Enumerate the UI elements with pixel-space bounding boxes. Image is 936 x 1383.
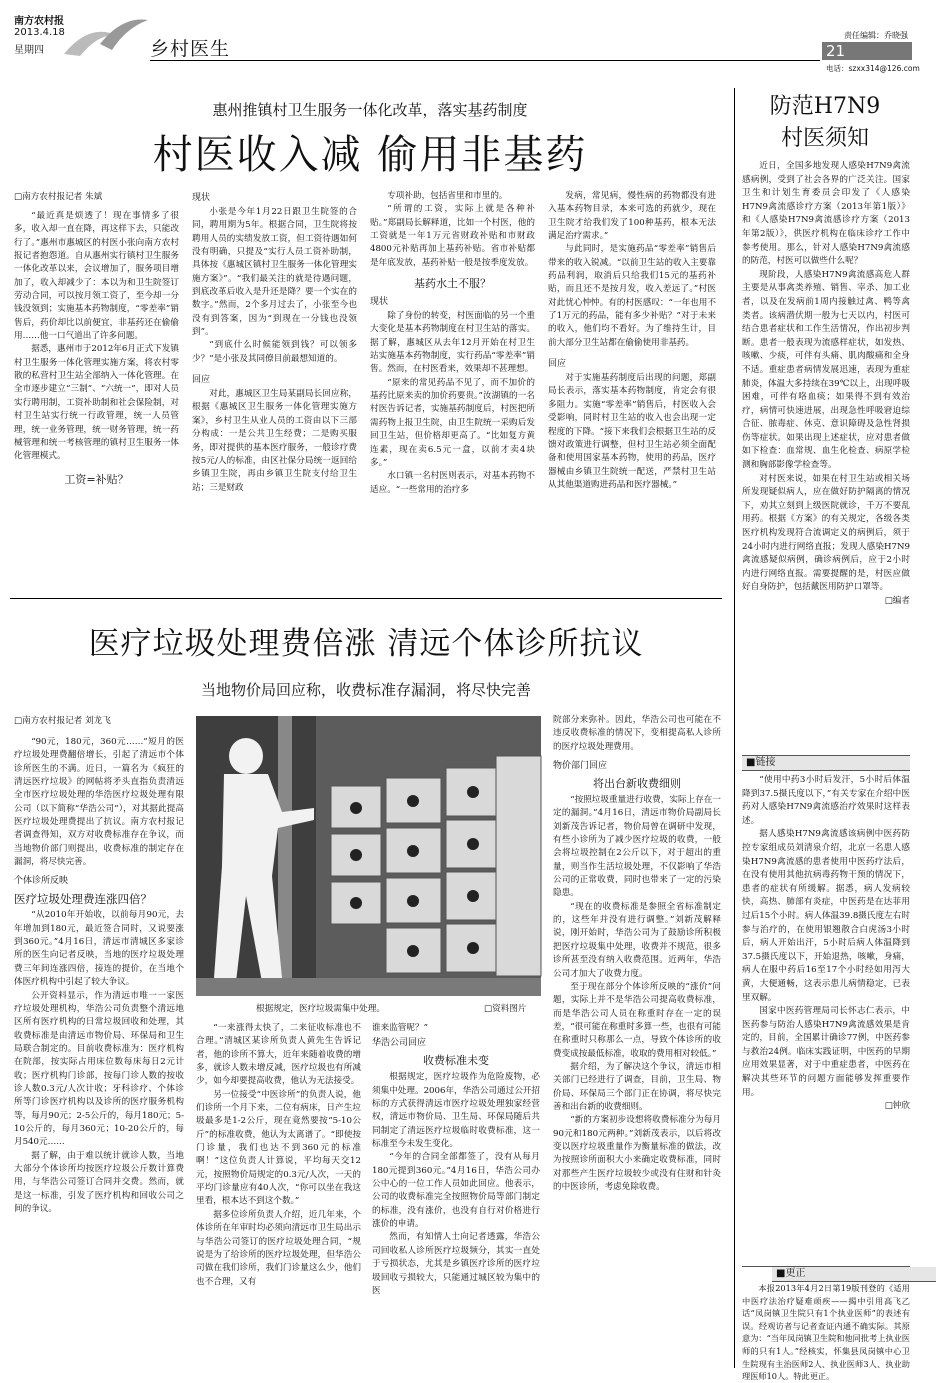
- story2-para: 据介绍，为了解决这个争议，清远市相关部门已经进行了调查，目前，卫生局、物价局、环保局三个部门正在协调，将尽快完善和出台新的收费细则。: [553, 1061, 721, 1112]
- masthead: [0, 0, 922, 78]
- correction-text-wrap: [742, 1282, 910, 1382]
- story2-para: “今年的合同全部都签了，没有从每月180元提到360元。”4月16日，华浩公司办公中心的一位工作人员如此回应。他表示，公司的收费标准完全按照物价局等部门制定的标准，没有涨价，也没有自行对价格进行涨价的申请。: [372, 1152, 540, 1230]
- issue-weekday: 星期四: [14, 45, 44, 56]
- square-bullet-icon: ■: [746, 757, 756, 768]
- story2-para: 据了解，由于难以统计就诊人数，当地大部分个体诊所均按医疗垃圾公斤数计算费用，与华浩公司签订合同并交费。然而，就是这一标准，引发了医疗机构和回收公司之间的争议。: [14, 1150, 184, 1214]
- story2-col1: [14, 714, 184, 1369]
- sidebar-rule: [734, 88, 735, 1368]
- story2-col4: [553, 714, 721, 1369]
- story2-col2: [196, 1022, 361, 1372]
- correction-header: [772, 1267, 936, 1282]
- story2-para: “现在的收费标准是参照全省标准制定的，这些年并没有进行调整。”刘新茂解释说，刚开始时，华浩公司为了鼓励诊所积极把医疗垃圾集中处理，收费并不规范，很多诊所甚至没有纳入收费范围。近两年，华浩公司才加大了收费力度。: [553, 901, 721, 979]
- sidebar-para: 对村医来说，如果在村卫生站或相关场所发现疑似病人，应在做好防护隔离的情况下，劝其立刻到上级医院就诊，千万不要乱用药。根据《方案》的有关规定，各级各类医疗机构发现符合流调定义的病例后，须于24小时内进行网络直报；发现人感染H7N9禽流感疑似病例，确诊病例后，应于2小时内进行网络直报。需要提醒的是，村医应做好自身防护，包括戴医用防护口罩等。: [742, 473, 910, 593]
- story1-kicker: 惠州推镇村卫生服务一体化改革，落实基药制度: [212, 101, 528, 119]
- story1-para: 据悉，惠州市于2012年6月正式下发镇村卫生服务一体化管理实施方案，将农村零散的私营村卫生站全部纳入一体化管理。在全市逐步建立“三制”、“六统一”，即对人员实行聘用制，工资补助制和社会保险制，对村卫生站实行统一行政管理，统一人员管理，统一业务管理，统一财务管理，统一药械管理和统一考核管理的镇村卫生服务一体化管理模式。: [14, 344, 179, 462]
- sidebar-para: 现阶段，人感染H7N9禽流感高危人群主要是从事禽类养殖、销售、宰杀、加工业者，以及在发病前1周内接触过禽、鸭等禽类者。该病潜伏期一般为七天以内，村医可结合患者症状和工作生活情况，作出初步判断。患者一般表现为流感样症状，如发热、咳嗽、少痰，可伴有头痛、肌肉酸痛和全身不适。重症患者病情发展迅速，表现为重症肺炎，体温大多持续在39℃以上，出现呼吸困难，可伴有咯血痰；如果得不到有效治疗，病情可快速进展，出现急性呼吸窘迫综合征、脓毒症、休克、意识障碍及急性肾损伤等症状。如果出现上述症状，应对患者做如下检查：血常规、血生化检查、病原学检测和胸部影像学检查等。: [742, 269, 910, 471]
- correction-text: 本报2013年4月2日第19版刊登的《适用中医疗法治疗疑难顽疾——揭中引用高飞乙话“凤岗镇卫生院只有1个执业医师”的表述有误。经观访者与记者查证内通不确实际。其原意为：“当年凤岗镇卫生院和他同批考上执业医师的只有1人。”经核实，怀集县凤岗镇中心卫生院现有主治医师2人、执业医师3人、执业助理医师10人。特此更正。: [742, 1283, 910, 1382]
- link-header: [742, 755, 910, 771]
- story2-para: 院部分来弥补。因此，华浩公司也可能在不违反收费标准的情况下，变相提高私人诊所的医疗垃圾处理费用。: [553, 715, 721, 752]
- story1-para: “原来的常见药品不见了，而不加价的基药比原来卖的加价药要贵。”汝湖镇的一名村医告诉记者，实施基药制度后，村医把所需药物上报卫生院，由卫生院统一采购后发回卫生站，但价格却更高了。“比如复方黄连素，现在卖6.5元一盒，以前才卖4块多。”: [370, 377, 535, 468]
- story2-kicker: 当地物价局回应称，收费标准存漏洞，将尽快完善: [200, 681, 531, 699]
- contact-email: 电话：szxx314@126.com: [826, 64, 920, 73]
- sidebar-title-1: 防范H7N9: [769, 94, 881, 119]
- masthead-rule: [150, 60, 820, 61]
- story1-headline: 村医收入减 偷用非基药: [152, 132, 588, 178]
- story2-subhead-rules: 将出台新收费细则: [593, 777, 681, 791]
- story1-para: 对于实施基药制度后出现的问题，郑副局长表示，落实基本药物制度，肯定会有很多阻力。实施“零差率”销售后，村医收入会受影响，同时村卫生站的收入也会出现一定程度的下降。“接下来我们会根据卫生站的反馈对政策进行调整，但村卫生站必须全面配备和使用国家基本药物，使用的药品，医疗器械由乡镇卫生院统一配送，严禁村卫生站从其他渠道购进药品和医疗器械。”: [548, 373, 716, 490]
- story1-label-response2: 回应: [548, 359, 567, 370]
- story1-para: 发病，常见病，慢性病的药物都没有进入基本药物目录，本来可选的药就少，现在卫生院才给我们发了100种基药，根本无法满足治疗需求。”: [548, 191, 716, 242]
- page-number-text: 21: [826, 42, 846, 60]
- sidebar-body: [742, 160, 910, 750]
- link-title: 链接: [755, 757, 776, 768]
- story1-label-status: 现状: [192, 193, 211, 203]
- story2-para: “从2010年开始收，以前每月90元，去年增加到180元，最近签合同时，又说要涨到360元。”4月16日，清远市清城区多家诊所的医生向记者反映，当地的医疗垃圾处理费三年间连涨四倍，接连的提价，在当地个体医疗机构中引起了较大争议。: [14, 910, 184, 988]
- story1-col4: [548, 190, 716, 590]
- story2-para: 另一位接受“中医诊所”的负责人说，他们诊所一个月下来，二位有病床，日产生垃圾最多是1-2公斤，现在竟然要按“5-10公斤”的标准收费，他认为太离谱了。“即使按门诊量，我们也达不到360元的标准啊！”这位负责人计算说，平均每天交12元，按照物价局规定的0.3元/人次，一天的平均门诊量应有40人次，“你可以坐在我这里看，根本达不到这个数。”: [196, 1089, 361, 1207]
- story1-para: 专项补助，包括省里和市里的。: [387, 191, 508, 201]
- story1-label-response: 回应: [192, 375, 211, 386]
- story2-subhead-fee: 医疗垃圾处理费连涨四倍？: [14, 892, 152, 907]
- link-para: 国家中医药管理局司长怀志仁表示，中医药参与防治人感染H7N9禽流感效果是肯定的，目前，全国累计确诊77例，中医药参与救治24例。临床实践证明，中医药的早期应用效果显著，对于中重症患者，中医药在解决其些环节的问题方面能够发挥重要作用。: [742, 1006, 910, 1098]
- story2-section-clinics: 个体诊所反映: [14, 876, 69, 887]
- waste-photo: [196, 716, 541, 996]
- story2-para: “新的方案初步设想将收费标准分为每月90元和180元两种。”刘新茂表示，以后将改变以医疗垃圾重量作为衡量标准的做法，改为按照诊所面积大小来确定收费标准，同时对那些产生医疗垃圾较少或没有住财和针灸的中医诊所，考虑免除收费。: [553, 1115, 721, 1192]
- story2-para: “90元，180元，360元……”短月的医疗垃圾处理费翻倍增长，引起了清远市个体诊所医生的不满。近日，一篇名为《疯狂的清远医疗垃圾》的网帖将矛头直指负责清远全市医疗垃圾处理的华浩医疗垃圾处理有限公司（以下简称“华浩公司”），对其据此提高医疗垃圾处理费提出了抗议。南方农村报记者调查得知，双方对收费标准存在争议，而当地物价部门则提出，收费标准的制定存在漏洞，将尽快完善。: [14, 737, 184, 868]
- story1-para: 水口镇一名村医则表示，对基本药物不适应。“一些常用的治疗多: [370, 471, 535, 495]
- square-bullet-icon: ■: [776, 1268, 786, 1279]
- story1-col3: [370, 190, 535, 590]
- story2-para: 谁来监管呢？”: [372, 1023, 428, 1033]
- paper-name: 南方农村报: [14, 16, 64, 27]
- story1-byline: □南方农村报记者 朱斌: [14, 192, 103, 202]
- story1-para: 除了身份的转变，村医面临的另一个重大变化是基本药物制度在村卫生站的落实。据了解，惠城区从去年12月开始在村卫生站实施基本药物制度，实行药品“零差率”销售。然而，在村医看来，效果却不甚理想。: [370, 311, 535, 375]
- story2-col3: [372, 1022, 540, 1372]
- story1-para: “最近真是烦透了！现在事情多了很多，收入却一直在降，再这样下去，只能改行了。”惠州市惠城区的村医小张向南方农村报记者抱怨道。自从惠州实行镇村卫生服务一体化改革以来，会议增加了，服务项目增加了，收入却减少了：本以为和卫生院签订劳动合同，可以按月领工资了，至今却一分钱没领到；实施基本药物制度，“零差率”销售后，药价却比以前便宜，非基药还在偷偷用……他一口气道出了许多问题。: [14, 211, 179, 342]
- link-sign: □钟欣: [884, 1101, 910, 1112]
- story1-col1: [14, 190, 179, 590]
- story2-para: 然而，有知情人士向记者透露，华浩公司回收私人诊所医疗垃圾频分，其实一直处于亏损状态，尤其是乡镇医疗诊所的医疗垃圾回收亏损较大，只能通过城区较为集中的医: [372, 1232, 540, 1296]
- story1-label-status2: 现状: [370, 297, 389, 308]
- sidebar-sign: □编者: [884, 596, 910, 606]
- story2-section-company: 华浩公司回应: [372, 1038, 427, 1049]
- story1-subhead-drugs: 基药水土不服？: [414, 277, 491, 291]
- story2-para: 公开资料显示，作为清远市唯一一家医疗垃圾处理机构，华浩公司负责整个清远地区所有医疗机构的日常垃圾回收和处理，其收费标准是由清远市物价局、环保局和卫生局联合制定的。目前收费标准为：医疗机构在院部，按实际占用床位数每床每日2元计收；医疗机构门诊部，按每门诊人数的按收诊人数0.3元/人次计收；牙科诊疗、个体诊所等门诊医疗机构以及诊所的医疗服务机构等，每月90元；2-5公斤的，每月180元；5-10公斤的，每月360元；10-20公斤的，每月540元……: [14, 990, 184, 1148]
- gull-logo-icon: [60, 14, 150, 62]
- story2-para: 据多位诊所负责人介绍，近几年来，个体诊所在年审时均必须向清远市卫生局出示与华浩公司签订的医疗垃圾处理合同，“规说是为了给诊所的医疗垃圾处理，但华浩公司做在我们诊所，我们门诊量这么少，他们也不合理，又有: [196, 1209, 361, 1287]
- section-title: 乡村医生: [150, 38, 231, 60]
- story2-section-pricing: 物价部门回应: [553, 761, 608, 772]
- story2-para: “一来涨得太快了，二来征收标准也不合理。”清城区某诊所负责人黄先生告诉记者，他的诊所不算大，近年来随着收费的增多，就诊人数未增反减，医疗垃圾也有所减少，如今却要提高收费，他认为无法接受。: [196, 1023, 361, 1087]
- link-para: 据人感染H7N9禽流感该病例中医药防控专家组成员刘清泉介绍，北京一名患人感染H7N9禽流感的患者使用中医药疗法后，在没有使用其他抗病毒药物干预的情况下，患者的症状有所缓解。据悉，病人发病较快，高热、肺部有炎症，中医药是在达菲用过后15个小时。病人体温39.8摄氏度左右时参与治疗的，在使用银翘散合白虎汤3小时后，病人开始出汗，5小时后病人体温降到37.5摄氏度以下，开始退热，咳嗽，身痛，病人在服中药后16至17个小时经如用泻大黄，大便通畅，这表示患儿病情稳定，已表里双解。: [742, 829, 910, 1003]
- link-para: “使用中药3小时后发汗，5小时后体温降到37.5摄氏度以下，”有关专家在介绍中医药对人感染H7N9禽流感治疗效果时这样表述。: [742, 775, 910, 826]
- story1-para: 小张是今年1月22日跟卫生院签的合同，聘用期为5年。根据合同，卫生院将按聘用人员的实绩发放工资，但工资待遇如何没有明确，只提及“实行人员工资补助制，具体按《惠城区镇村卫生服务一体化管理实施方案》”。“我们最关注的就是待遇问题，到底改革后收入是升还是降？要一个实在的数字。”然而，2个多月过去了，小张至今也没有到答案，因为“到现在一分钱也没领到”。: [192, 207, 357, 338]
- story1-para: “所谓的工资，实际上就是各种补贴。”郑副局长解释道，比如一个村医，他的工资就是一年1万元省财政补贴和市财政4800元补贴再加上基药补贴。省市补贴都是年底发放，基药补贴一般是按季度发放。: [370, 204, 535, 268]
- story2-para: 至于现在部分个体诊所反映的“涨价”问题，实际上并不是华浩公司提高收费标准，而是华浩公司人员在称重时存在一定的误差，“很可能在称重时多算一些，也很有可能在称重时只称那么一点，导致个体诊所的收费变成按最低标准，收取的费用相对较低。”: [553, 981, 721, 1059]
- story2-byline: □南方农村报记者 刘龙飞: [14, 716, 111, 726]
- story1-col2: [192, 190, 357, 590]
- photo-credit: □资料图片: [484, 1004, 527, 1014]
- correction-box: [742, 1266, 910, 1382]
- story1-para: 对此，惠城区卫生局某副局长回应称，根据《惠城区卫生服务一体化管理实施方案》，乡村卫生从业人员的工资由以下三部分构成：一是公共卫生经费；二是购买服务，即对提供的基本医疗服务，一般诊疗费按5元/人的标准，由区社保分局统一返回给乡镇卫生院，再由乡镇卫生院支付给卫生站；三是财政: [192, 389, 357, 493]
- story2-headline: 医疗垃圾处理费倍涨 清远个体诊所抗议: [88, 626, 644, 662]
- story1-para: 与此同时，是实施药品“零差率”销售后带来的收入锐减。“以前卫生站的收入主要靠药品利润，取消后只给我们15元的基药补贴，而且还不是按月发，收入差远了。”村医对此忧心忡忡。有的村医感叹：“一年也用不了1万元的药品，能有多少补贴？”对于未来的收入，他们均不看好。为了维持生计，目前大部分卫生站都在偷偷使用非基药。: [548, 244, 716, 348]
- story-divider: [10, 598, 722, 599]
- issue-date: 2013.4.18: [14, 27, 65, 38]
- story2-para: “按照垃圾重量进行收费，实际上存在一定的漏洞。”4月16日，清远市物价局副局长刘新茂告诉记者，物价局曾在调研中发现，有些小诊所为了减少医疗垃圾的收费，一般会将垃圾控制在2公斤以下，对于超出的重量，则当作生活垃圾处理，不仅影响了华浩公司的正常收费，同时也带来了一定的污染隐患。: [553, 795, 721, 899]
- sidebar-para: 近日，全国多地发现人感染H7N9禽流感病例，受到了社会各界的广泛关注。国家卫生和计划生育委员会印发了《人感染H7N9禽流感诊疗方案（2013年第1版）》和《人感染H7N9禽流感诊疗方案（2013年第2版）》，供医疗机构在临床诊疗工作中参考使用。那么，针对人感染H7N9禽流感的防范，村医可以做些什么呢？: [742, 161, 910, 267]
- page-number: [822, 42, 912, 60]
- story2-para: 根据规定，医疗垃圾作为危险废物，必须集中处理。2006年，华浩公司通过公开招标的方式获得清远市医疗垃圾处理独家经营权，清远市物价局、卫生局、环保局随后共同制定了清远医疗垃圾临时收费标准，这一标准至今未发生变化。: [372, 1072, 540, 1150]
- story2-subhead-standard: 收费标准未变: [423, 1054, 489, 1068]
- link-body: [742, 774, 910, 1260]
- correction-title: 更正: [785, 1268, 806, 1279]
- sidebar-title-2: 村医须知: [780, 126, 869, 151]
- story1-subhead-wage: 工资=补贴？: [64, 472, 129, 486]
- story1-para: “到底什么时候能领到钱？可以领多少？”是小张及其同僚目前最想知道的。: [192, 340, 357, 364]
- photo-caption: 根据规定，医疗垃圾需集中处理。: [256, 1004, 385, 1014]
- editor-credit: 责任编辑：乔晓强: [844, 31, 908, 40]
- photo-illustration: [196, 716, 541, 996]
